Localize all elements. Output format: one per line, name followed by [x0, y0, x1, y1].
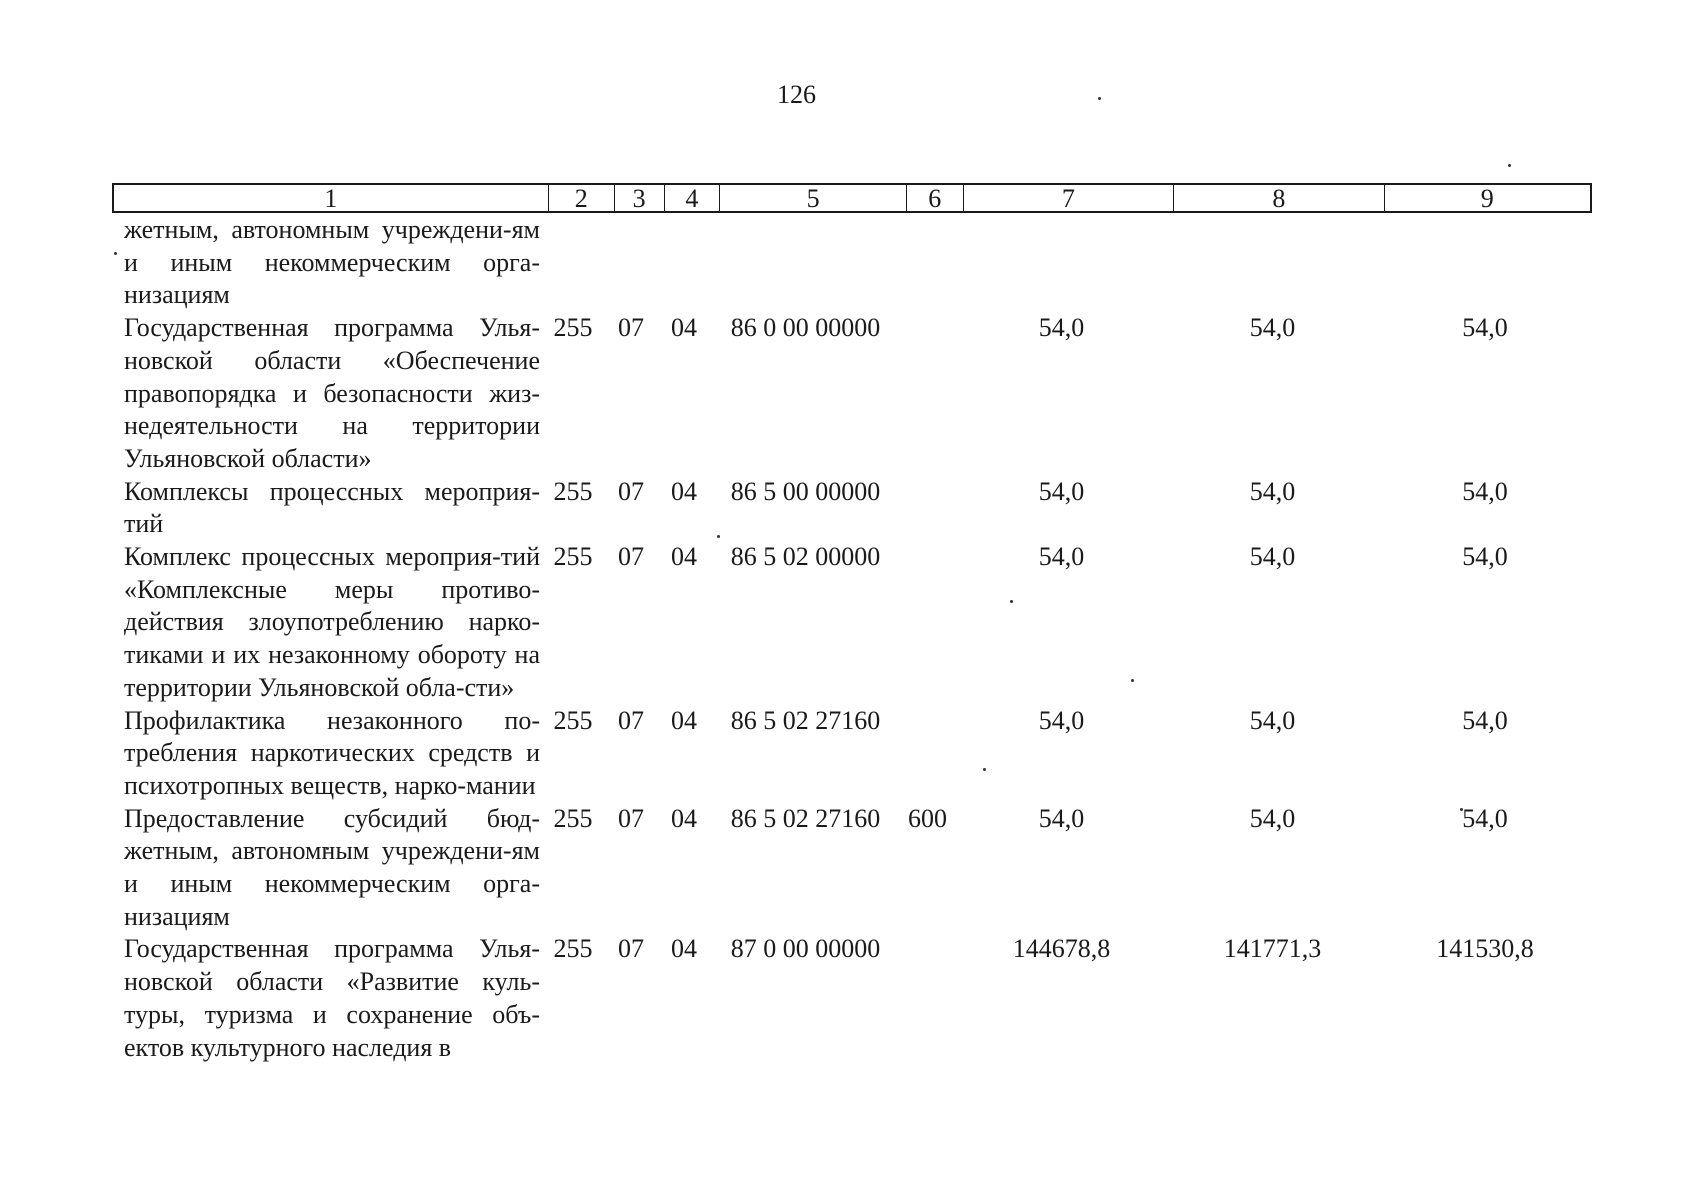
cell-col2: 255: [553, 803, 593, 833]
cell-col3: 07: [618, 803, 644, 833]
cell-col2: 255: [553, 476, 593, 506]
column-header-9: 9: [1480, 184, 1494, 213]
cell-col7: 54,0: [1038, 476, 1085, 506]
cell-col9: 54,0: [1462, 476, 1508, 506]
row-name-cell: Профилактика незаконного по-требления наркотических средств и психотропных веществ, нарко-мании: [124, 705, 540, 800]
cell-col8: 54,0: [1249, 313, 1296, 343]
cell-col4: 04: [671, 803, 697, 833]
cell-col4: 04: [671, 313, 697, 343]
column-header-1: 1: [114, 185, 549, 211]
table-row: [112, 705, 1592, 803]
cell-col9: 54,0: [1462, 542, 1508, 572]
row-name-cell: Предоставление субсидий бюд-жетным, автономным учреждени-ям и иным некоммерческим орга-низациям: [124, 803, 540, 931]
table-row: [112, 312, 1592, 476]
table-row: [112, 476, 1592, 541]
cell-col7: 54,0: [1038, 313, 1085, 343]
cell-col8: 54,0: [1249, 803, 1296, 833]
cell-col7: 144678,8: [1012, 934, 1111, 964]
column-header-7: 7: [964, 185, 1174, 211]
column-header-2: 2: [549, 185, 615, 211]
cell-col8: 54,0: [1249, 476, 1296, 506]
cell-col2: 255: [553, 934, 593, 964]
cell-col3: 07: [618, 313, 644, 343]
row-name-cell: Государственная программа Улья-новской области «Обеспечение правопорядка и безопасности жиз-недеятельности на территории Ульяновской области»: [124, 313, 540, 473]
cell-col7: 54,0: [1038, 803, 1085, 833]
cell-col4: 04: [671, 934, 697, 964]
cell-col8: 54,0: [1249, 705, 1296, 735]
table-body: [112, 214, 1592, 1064]
cell-col5: 86 5 00 00000: [730, 476, 881, 506]
table-row: [112, 803, 1592, 934]
cell-col4: 04: [671, 705, 697, 735]
cell-col9: 54,0: [1462, 313, 1508, 343]
cell-col5: 86 0 00 00000: [730, 313, 881, 343]
table-header-row: [112, 183, 1592, 213]
row-name-cell: жетным, автономным учреждени-ям и иным некоммерческим орга-низациям: [124, 215, 540, 310]
cell-col5: 86 5 02 27160: [730, 705, 881, 735]
cell-col4: 04: [671, 542, 697, 572]
row-name-cell: Комплексы процессных мероприя-тий: [124, 476, 540, 539]
cell-col3: 07: [618, 934, 644, 964]
column-header-4: 4: [665, 185, 721, 211]
column-header-8: 8: [1174, 185, 1384, 211]
cell-col3: 07: [618, 542, 644, 572]
cell-col7: 54,0: [1038, 542, 1085, 572]
cell-col3: 07: [618, 476, 644, 506]
cell-col8: 141771,3: [1223, 934, 1322, 964]
scan-speck: [1098, 97, 1101, 100]
column-header-6: 6: [907, 185, 964, 211]
table-row: [112, 933, 1592, 1064]
cell-col7: 54,0: [1038, 705, 1085, 735]
cell-col8: 54,0: [1249, 542, 1296, 572]
cell-col5: 86 5 02 00000: [730, 542, 881, 572]
cell-col9: 54,0: [1462, 705, 1508, 735]
cell-col2: 255: [553, 313, 593, 343]
cell-col4: 04: [671, 476, 697, 506]
scan-speck: [1508, 164, 1511, 167]
row-name-cell: Комплекс процессных мероприя-тий «Комплексные меры противо-действия злоупотреблению нарко-тиками и их незаконному обороту на территории Ульяновской обла-сти»: [124, 542, 540, 702]
cell-col5: 86 5 02 27160: [730, 803, 881, 833]
cell-col9: 54,0: [1462, 803, 1508, 833]
cell-col2: 255: [553, 705, 593, 735]
row-name-cell: Государственная программа Улья-новской области «Развитие куль-туры, туризма и сохранение объ-ектов культурного наследия в: [124, 934, 540, 1062]
cell-col6: 600: [908, 803, 947, 833]
table-row: [112, 214, 1592, 312]
cell-col9: 141530,8: [1436, 934, 1534, 964]
column-header-3: 3: [615, 185, 665, 211]
cell-col5: 87 0 00 00000: [730, 934, 881, 964]
cell-col2: 255: [553, 542, 593, 572]
table-row: [112, 541, 1592, 705]
page-number: [0, 80, 1693, 110]
column-header-5: 5: [720, 185, 907, 211]
page-number-text: 126: [777, 80, 816, 109]
cell-col3: 07: [618, 705, 644, 735]
